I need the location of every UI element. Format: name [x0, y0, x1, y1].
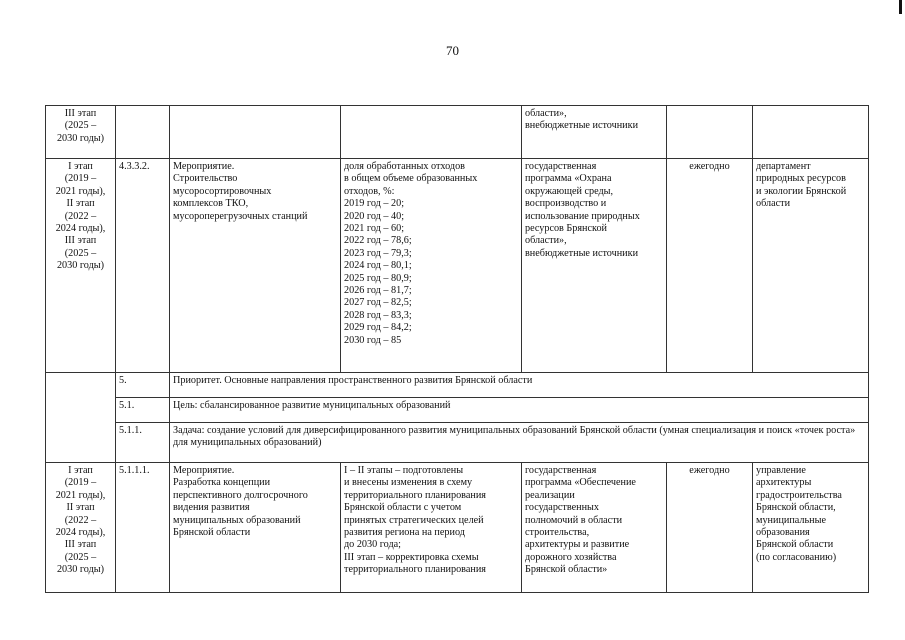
responsible-cell: управление архитектуры градостроительства Брянской области, муниципальные образования Брянской области (по согласованию): [753, 463, 869, 593]
funding-source-cell: государственная программа «Охрана окружающей среды, воспроизводство и использование природных ресурсов Брянской области», внебюджетные источники: [522, 159, 667, 373]
table-row: [46, 106, 869, 159]
period-cell: ежегодно: [667, 159, 753, 373]
indicator-cell: доля обработанных отходов в общем объеме образованных отходов, %: 2019 год – 20; 2020 год – 40; 2021 год – 60; 2022 год – 78,6; 2023 год – 79,3; 2024 год – 80,1; 2025 год – 80,9; 2026 год – 81,7; 2027 год – 82,5; 2028 год – 83,3; 2029 год – 84,2; 2030 год – 85: [341, 159, 522, 373]
program-table: [45, 105, 869, 593]
measure-cell: Мероприятие. Разработка концепции перспективного долгосрочного видения развития муниципальных образований Брянской области: [170, 463, 341, 593]
stage-cell: I этап (2019 – 2021 годы), II этап (2022 – 2024 годы), III этап (2025 – 2030 годы): [46, 463, 116, 593]
priority-row: [46, 373, 869, 398]
empty-stage-cell: [46, 373, 116, 463]
stage-cell: I этап (2019 – 2021 годы), II этап (2022 – 2024 годы), III этап (2025 – 2030 годы): [46, 159, 116, 373]
responsible-cell: департамент природных ресурсов и экологии Брянской области: [753, 159, 869, 373]
funding-source-cell: государственная программа «Обеспечение реализации государственных полномочий в области строительства, архитектуры и развитие дорожного хозяйства Брянской области»: [522, 463, 667, 593]
task-number: 5.1.1.: [116, 423, 170, 463]
funding-source-cell: области», внебюджетные источники: [522, 106, 667, 159]
number-cell: [116, 106, 170, 159]
number-cell: 4.3.3.2.: [116, 159, 170, 373]
period-cell: ежегодно: [667, 463, 753, 593]
stage-cell: III этап (2025 – 2030 годы): [46, 106, 116, 159]
goal-row: [46, 398, 869, 423]
indicator-cell: [341, 106, 522, 159]
scan-edge-mark: [899, 0, 902, 14]
period-cell: [667, 106, 753, 159]
priority-number: 5.: [116, 373, 170, 398]
responsible-cell: [753, 106, 869, 159]
table-row: [46, 159, 869, 373]
page-number: 70: [446, 43, 459, 58]
priority-text: Приоритет. Основные направления пространственного развития Брянской области: [170, 373, 869, 398]
table-row: [46, 463, 869, 593]
goal-number: 5.1.: [116, 398, 170, 423]
task-text: Задача: создание условий для диверсифицированного развития муниципальных образований Брянской области (умная специализация и поиск «точек роста» для муниципальных образований): [170, 423, 869, 463]
number-cell: 5.1.1.1.: [116, 463, 170, 593]
measure-cell: [170, 106, 341, 159]
indicator-cell: I – II этапы – подготовлены и внесены изменения в схему территориального планирования Брянской области с учетом принятых стратегических целей развития региона на период до 2030 года; III этап – корректировка схемы территориального планирования: [341, 463, 522, 593]
goal-text: Цель: сбалансированное развитие муниципальных образований: [170, 398, 869, 423]
task-row: [46, 423, 869, 463]
measure-cell: Мероприятие. Строительство мусоросортировочных комплексов ТКО, мусороперегрузочных станций: [170, 159, 341, 373]
